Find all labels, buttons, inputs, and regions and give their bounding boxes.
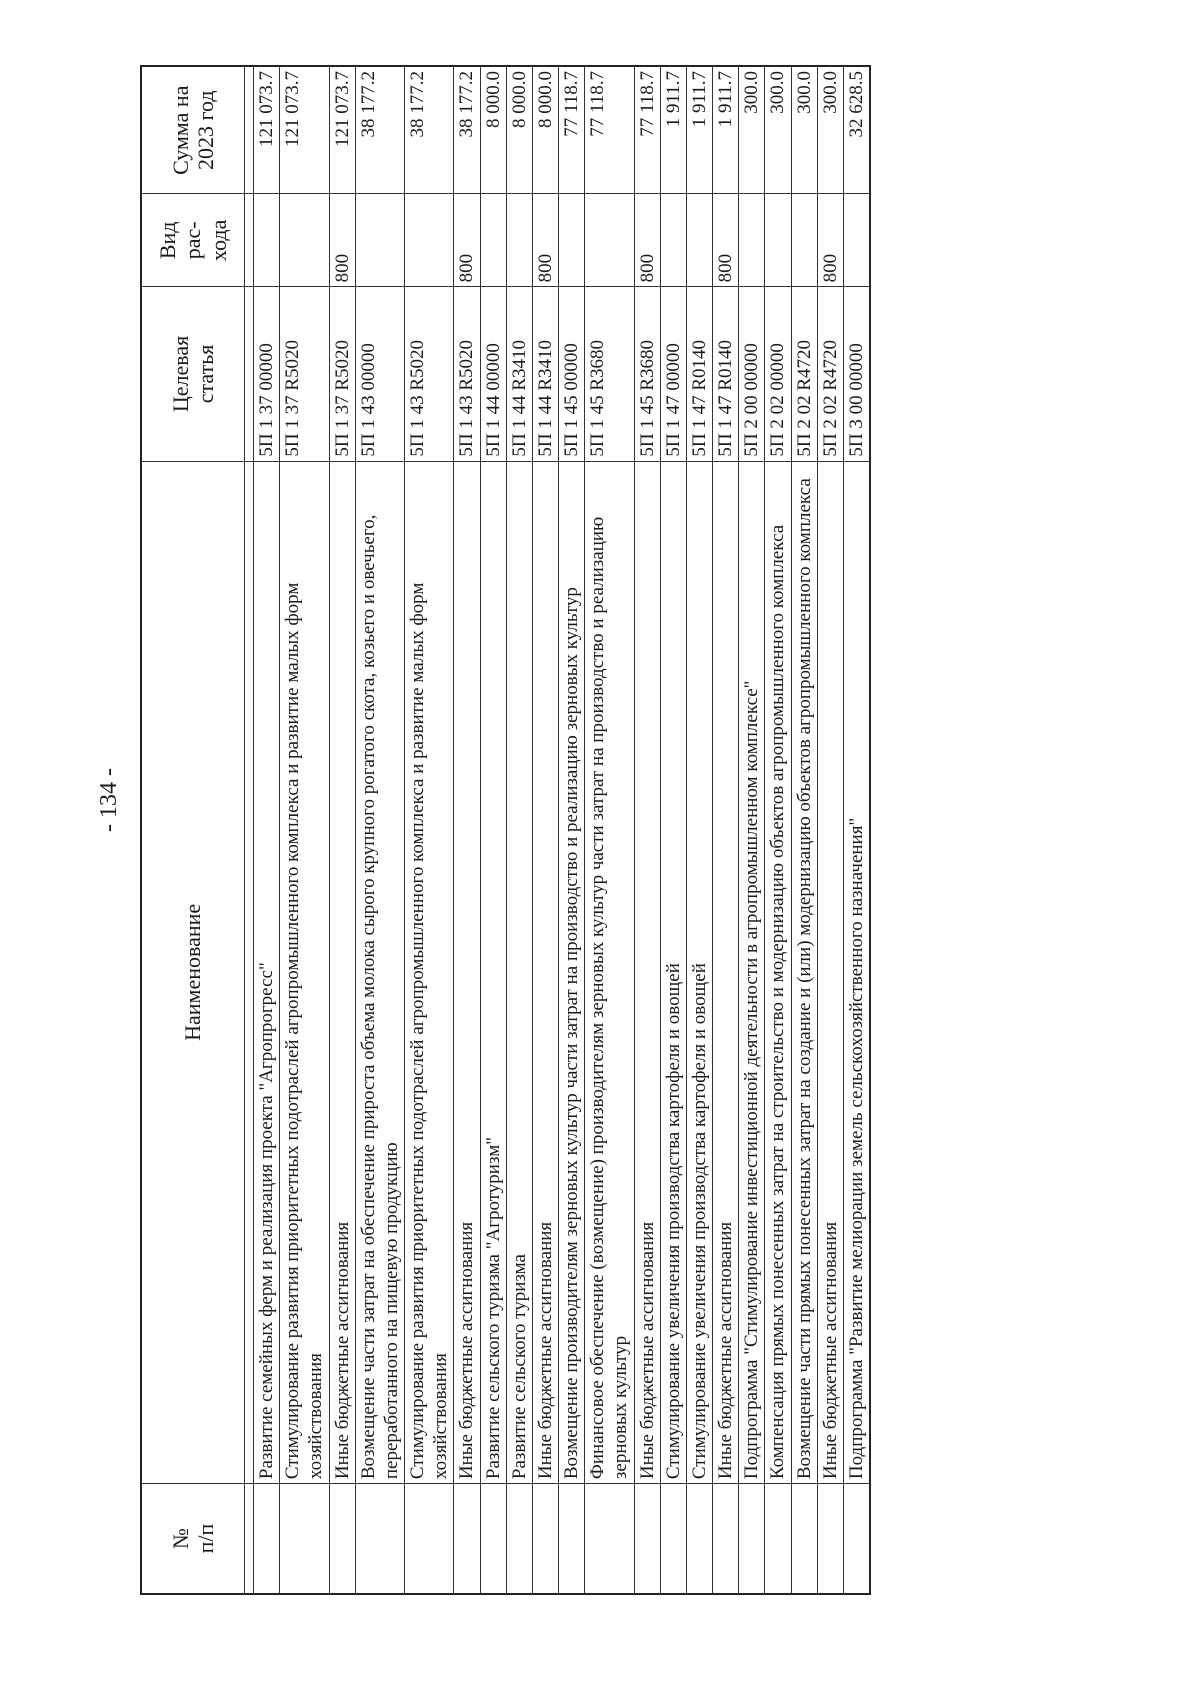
row-code-cell: 5П 1 37 00000 (254, 287, 280, 461)
table-row (713, 66, 739, 1594)
row-num-cell (506, 1484, 532, 1594)
row-name-cell: Компенсация прямых понесенных затрат на строительство и модернизацию объектов агропромышленного комплекса (765, 461, 791, 1484)
row-vid-cell (405, 194, 454, 287)
row-name-cell: Развитие сельского туризма (506, 461, 532, 1484)
table-row (660, 66, 686, 1594)
row-code-cell: 5П 1 43 00000 (355, 287, 404, 461)
row-sum-cell: 77 118.7 (634, 66, 660, 194)
row-code-cell: 5П 2 02 00000 (765, 287, 791, 461)
spacer-cell (245, 194, 254, 287)
row-code-cell: 5П 2 02 R4720 (817, 287, 843, 461)
row-name-cell: Стимулирование увеличения производства картофеля и овощей (686, 461, 712, 1484)
table-header-row (141, 66, 245, 1594)
table-body (245, 66, 871, 1594)
row-sum-cell: 38 177.2 (355, 66, 404, 194)
row-num-cell (405, 1484, 454, 1594)
row-sum-cell: 1 911.7 (686, 66, 712, 194)
row-num-cell (532, 1484, 558, 1594)
row-num-cell (660, 1484, 686, 1594)
row-name-cell: Иные бюджетные ассигнования (634, 461, 660, 1484)
row-name-cell: Стимулирование развития приоритетных подотраслей агропромышленного комплекса и развитие малых форм хозяйствования (405, 461, 454, 1484)
row-code-cell: 5П 2 02 R4720 (791, 287, 817, 461)
row-code-cell: 5П 1 43 R5020 (454, 287, 480, 461)
table-row (254, 66, 280, 1594)
table-row (765, 66, 791, 1594)
row-sum-cell: 8 000.0 (506, 66, 532, 194)
row-num-cell (739, 1484, 765, 1594)
row-code-cell: 5П 1 43 R5020 (405, 287, 454, 461)
header-name: Наименование (141, 461, 245, 1484)
row-vid-cell (280, 194, 329, 287)
row-sum-cell: 300.0 (791, 66, 817, 194)
table-row (585, 66, 634, 1594)
row-vid-cell (660, 194, 686, 287)
row-code-cell: 5П 1 37 R5020 (280, 287, 329, 461)
row-vid-cell (480, 194, 506, 287)
row-sum-cell: 300.0 (817, 66, 843, 194)
row-name-cell: Возмещение части прямых понесенных затрат на создание и (или) модернизацию объектов агропромышленного комплекса (791, 461, 817, 1484)
row-num-cell (634, 1484, 660, 1594)
row-vid-cell: 800 (532, 194, 558, 287)
spacer-cell (245, 287, 254, 461)
row-vid-cell (765, 194, 791, 287)
row-vid-cell: 800 (454, 194, 480, 287)
row-sum-cell: 121 073.7 (254, 66, 280, 194)
row-code-cell: 5П 1 45 R3680 (634, 287, 660, 461)
spacer-cell (245, 66, 254, 194)
row-name-cell: Развитие семейных ферм и реализация проекта "Агропрогресс" (254, 461, 280, 1484)
row-num-cell (713, 1484, 739, 1594)
row-name-cell: Иные бюджетные ассигнования (713, 461, 739, 1484)
row-vid-cell (254, 194, 280, 287)
row-sum-cell: 1 911.7 (660, 66, 686, 194)
table-row (686, 66, 712, 1594)
table-row (532, 66, 558, 1594)
row-num-cell (765, 1484, 791, 1594)
table-row (454, 66, 480, 1594)
row-code-cell: 5П 1 45 00000 (559, 287, 585, 461)
row-vid-cell (791, 194, 817, 287)
row-sum-cell: 77 118.7 (559, 66, 585, 194)
row-name-cell: Финансовое обеспечение (возмещение) производителям зерновых культур части затрат на производство и реализацию зерновых культур (585, 461, 634, 1484)
table-row (739, 66, 765, 1594)
row-sum-cell: 8 000.0 (532, 66, 558, 194)
budget-table (140, 65, 871, 1595)
header-vid: Вид рас- хода (141, 194, 245, 287)
row-num-cell (585, 1484, 634, 1594)
row-name-cell: Возмещение части затрат на обеспечение прироста объема молока сырого крупного рогатого скота, козьего и овечьего, переработанного на пищевую продукцию (355, 461, 404, 1484)
row-code-cell: 5П 1 37 R5020 (329, 287, 355, 461)
row-vid-cell: 800 (817, 194, 843, 287)
row-sum-cell: 38 177.2 (405, 66, 454, 194)
row-name-cell: Иные бюджетные ассигнования (532, 461, 558, 1484)
row-code-cell: 5П 1 44 R3410 (506, 287, 532, 461)
header-code: Целевая статья (141, 287, 245, 461)
table-row (843, 66, 870, 1594)
row-name-cell: Подпрограмма "Стимулирование инвестиционной деятельности в агропромышленном комплексе" (739, 461, 765, 1484)
row-num-cell (454, 1484, 480, 1594)
row-name-cell: Подпрограмма "Развитие мелиорации земель сельскохозяйственного назначения" (843, 461, 870, 1484)
row-num-cell (254, 1484, 280, 1594)
row-sum-cell: 1 911.7 (713, 66, 739, 194)
row-sum-cell: 300.0 (765, 66, 791, 194)
row-num-cell (817, 1484, 843, 1594)
row-sum-cell: 8 000.0 (480, 66, 506, 194)
row-vid-cell (686, 194, 712, 287)
row-num-cell (686, 1484, 712, 1594)
row-code-cell: 5П 1 47 R0140 (713, 287, 739, 461)
row-vid-cell: 800 (634, 194, 660, 287)
row-code-cell: 5П 1 47 R0140 (686, 287, 712, 461)
row-code-cell: 5П 1 44 00000 (480, 287, 506, 461)
row-code-cell: 5П 3 00 00000 (843, 287, 870, 461)
header-num: № п/п (141, 1484, 245, 1594)
table-row (329, 66, 355, 1594)
row-num-cell (791, 1484, 817, 1594)
row-num-cell (559, 1484, 585, 1594)
row-vid-cell: 800 (329, 194, 355, 287)
table-row (355, 66, 404, 1594)
table-row (791, 66, 817, 1594)
row-num-cell (843, 1484, 870, 1594)
table-row (506, 66, 532, 1594)
table-row (480, 66, 506, 1594)
row-name-cell: Возмещение производителям зерновых культур части затрат на производство и реализацию зерновых культур (559, 461, 585, 1484)
row-sum-cell: 32 628.5 (843, 66, 870, 194)
row-name-cell: Иные бюджетные ассигнования (454, 461, 480, 1484)
spacer-cell (245, 461, 254, 1484)
row-sum-cell: 121 073.7 (280, 66, 329, 194)
row-vid-cell (559, 194, 585, 287)
row-vid-cell (585, 194, 634, 287)
row-sum-cell: 77 118.7 (585, 66, 634, 194)
row-sum-cell: 121 073.7 (329, 66, 355, 194)
table-row (634, 66, 660, 1594)
table-row (817, 66, 843, 1594)
table-row (280, 66, 329, 1594)
row-num-cell (329, 1484, 355, 1594)
row-name-cell: Стимулирование развития приоритетных подотраслей агропромышленного комплекса и развитие малых форм хозяйствования (280, 461, 329, 1484)
row-num-cell (280, 1484, 329, 1594)
header-spacer-row (245, 66, 254, 1594)
row-num-cell (355, 1484, 404, 1594)
row-vid-cell (355, 194, 404, 287)
row-vid-cell (843, 194, 870, 287)
row-name-cell: Иные бюджетные ассигнования (329, 461, 355, 1484)
row-vid-cell (739, 194, 765, 287)
row-code-cell: 5П 1 47 00000 (660, 287, 686, 461)
table-row (405, 66, 454, 1594)
budget-table-frame (140, 65, 1040, 1595)
row-name-cell: Стимулирование увеличения производства картофеля и овощей (660, 461, 686, 1484)
table-row (559, 66, 585, 1594)
row-vid-cell (506, 194, 532, 287)
row-num-cell (480, 1484, 506, 1594)
spacer-cell (245, 1484, 254, 1594)
row-code-cell: 5П 2 00 00000 (739, 287, 765, 461)
row-name-cell: Иные бюджетные ассигнования (817, 461, 843, 1484)
row-sum-cell: 38 177.2 (454, 66, 480, 194)
row-code-cell: 5П 1 44 R3410 (532, 287, 558, 461)
row-code-cell: 5П 1 45 R3680 (585, 287, 634, 461)
row-sum-cell: 300.0 (739, 66, 765, 194)
row-vid-cell: 800 (713, 194, 739, 287)
header-sum: Сумма на 2023 год (141, 66, 245, 194)
row-name-cell: Развитие сельского туризма "Агротуризм" (480, 461, 506, 1484)
page-number: - 134 - (96, 768, 122, 832)
